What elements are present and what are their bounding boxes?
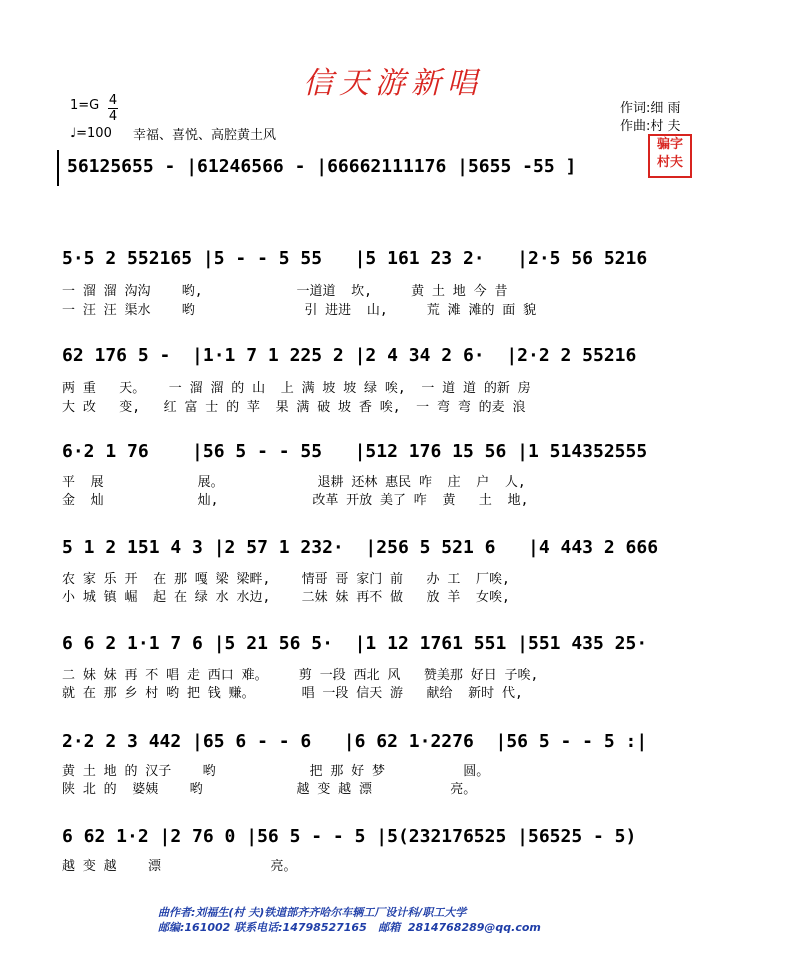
lyric-line-4b: 小 城 镇 崛 起 在 绿 水 水边, 二妹 妹 再不 做 放 羊 女唉, [62,590,510,605]
tempo-marking: ♩=100 [70,126,112,141]
seal-stamp: 骗字 村夫 [648,134,692,178]
notes-line-3: 6·2 1 76 |56 5 - - 55 |512 176 15 56 |1 514352555 [62,441,648,462]
lyric-line-1a: 一 溜 溜 沟沟 哟, 一道道 坎, 黄 土 地 今 昔 [62,284,508,299]
lyric-line-2a: 两 重 天。 一 溜 溜 的 山 上 满 坡 坡 绿 唉, 一 道 道 的新 房 [62,381,531,396]
lyric-line-3b: 金 灿 灿, 改革 开放 美了 咋 黄 土 地, [62,493,529,508]
notes-line-1: 5·5 2 552165 |5 - - 5 55 |5 161 23 2· |2·5 56 5216 [62,248,648,269]
lyric-line-3a: 平 展 展。 退耕 还林 惠民 咋 庄 户 人, [62,475,526,490]
lyric-line-4a: 农 家 乐 开 在 那 嘎 梁 梁畔, 情哥 哥 家门 前 办 工 厂唉, [62,572,510,587]
lyric-line-6b: 陕 北 的 婆姨 哟 越 变 越 漂 亮。 [62,782,477,797]
time-signature-top: 4 [108,93,118,108]
song-title: 信天游新唱 [303,66,483,101]
notes-line-5: 6 6 2 1·1 7 6 |5 21 56 5· |1 12 1761 551 |551 435 25· [62,633,648,654]
notes-line-6: 2·2 2 3 442 |65 6 - - 6 |6 62 1·2276 |56 5 - - 5 :| [62,731,648,752]
time-signature-bottom: 4 [108,109,118,124]
lyric-line-7a: 越 变 越 漂 亮。 [62,859,297,874]
lyric-line-5b: 就 在 那 乡 村 哟 把 钱 赚。 唱 一段 信天 游 献给 新时 代, [62,686,523,701]
notes-line-2: 62 176 5 - |1·1 7 1 225 2 |2 4 34 2 6· |2·2 2 55216 [62,345,637,366]
composer-credit: 作曲:村 夫 [620,119,681,134]
lyric-line-6a: 黄 土 地 的 汉子 哟 把 那 好 梦 圆。 [62,764,490,779]
key-signature: 1=G [70,98,100,113]
time-signature [108,94,118,123]
lyricist-credit: 作词:细 雨 [620,101,681,116]
prelude-notes: 56125655 - |61246566 - |66662111176 |5655 -55 ] [67,156,577,177]
lyric-line-1b: 一 汪 汪 渠水 哟 引 进进 山, 荒 滩 滩的 面 貌 [62,303,537,318]
lyric-line-5a: 二 妹 妹 再 不 唱 走 西口 难。 剪 一段 西北 风 赞美那 好日 子唉, [62,668,539,683]
style-description: 幸福、喜悦、高腔黄土风 [133,128,277,143]
credits [620,100,681,136]
footer-contact-info: 邮编:161002 联系电话:14798527165 邮箱 2814768289@qq.com [158,921,541,934]
prelude-staff [57,150,722,186]
footer-composer-info: 曲作者:刘福生(村 夫)铁道部齐齐哈尔车辆工厂设计科/职工大学 [158,906,467,919]
notes-line-7: 6 62 1·2 |2 76 0 |56 5 - - 5 |5(232176525 |56525 - 5) [62,826,637,847]
notes-line-4: 5 1 2 151 4 3 |2 57 1 232· |256 5 521 6 |4 443 2 666 [62,537,659,558]
lyric-line-2b: 大 改 变, 红 富 士 的 苹 果 满 破 坡 香 唉, 一 弯 弯 的麦 浪 [62,400,526,415]
